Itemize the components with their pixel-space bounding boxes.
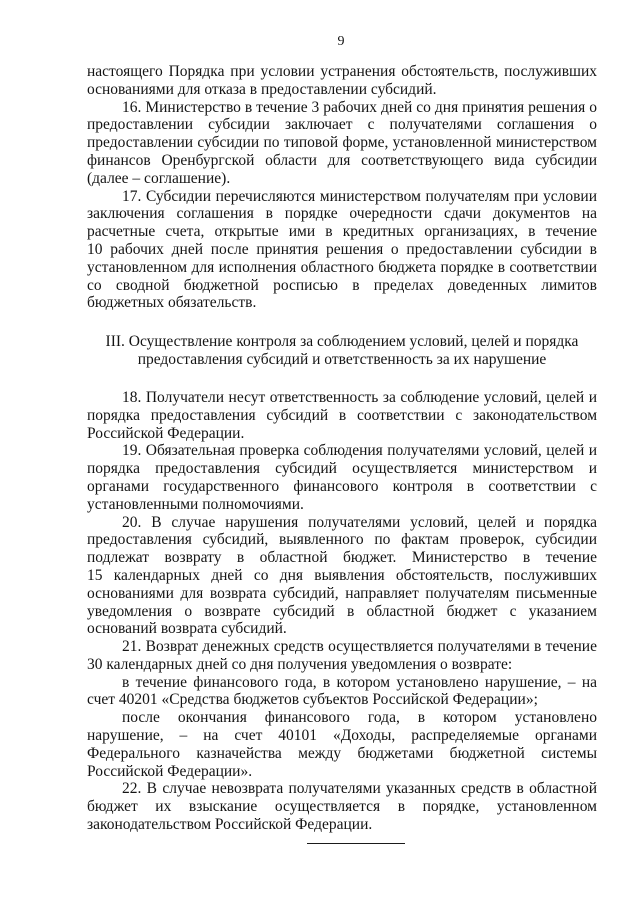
text-line: подлежат возврату в областной бюджет. Министерство в течение	[87, 549, 597, 567]
document-body	[87, 63, 597, 834]
text-line: 15 календарных дней со дня выявления обстоятельств, послуживших	[87, 566, 597, 584]
page-number: 9	[337, 34, 345, 49]
text-line: в течение финансового года, в котором установлено нарушение, – на	[122, 673, 597, 691]
text-line: 21. Возврат денежных средств осуществляется получателями в течение	[122, 638, 597, 656]
text-line: 10 рабочих дней после принятия решения о предоставлении субсидии в	[87, 240, 597, 258]
text-line: основаниями для отказа в предоставлении субсидий.	[87, 80, 437, 98]
paragraph-17	[87, 188, 597, 313]
text-line: порядка предоставления субсидий в соответствии с законодательством	[87, 406, 597, 424]
text-line: органами государственного финансового контроля в соответствии с	[87, 477, 597, 495]
text-line: (далее – соглашение).	[87, 169, 231, 187]
text-line: законодательством Российской Федерации.	[87, 816, 373, 834]
text-line: Российской Федерации.	[87, 424, 245, 442]
text-line: 16. Министерство в течение 3 рабочих дней со дня принятия решения о	[122, 98, 597, 116]
text-line: установленном для исполнения областного бюджета порядке в соответствии	[87, 258, 597, 276]
text-line: Российской Федерации».	[87, 762, 253, 780]
text-line: финансов Оренбургской области для соответствующего вида субсидии	[87, 151, 597, 169]
text-line: нарушение, – на счет 40101 «Доходы, распределяемые органами	[87, 727, 597, 745]
section-heading-line: предоставления субсидий и ответственность за их нарушение	[137, 350, 547, 368]
text-line: настоящего Порядка при условии устранения обстоятельств, послуживших	[87, 63, 597, 80]
text-line: заключения соглашения в порядке очередности сдачи документов на	[87, 205, 597, 223]
section-heading	[87, 333, 597, 369]
text-line: со сводной бюджетной росписью в пределах доведенных лимитов	[87, 276, 597, 294]
text-line: Федерального казначейства между бюджетами бюджетной системы	[87, 744, 597, 762]
closing-rule	[307, 843, 405, 844]
text-line: предоставления субсидий, выявленного по фактам проверок, субсидии	[87, 531, 597, 549]
text-line: уведомления о возврате субсидий в областной бюджет с указанием	[87, 602, 597, 620]
paragraph-16	[87, 99, 597, 188]
text-line: 20. В случае нарушения получателями условий, целей и порядка	[122, 513, 597, 531]
paragraph-20	[87, 514, 597, 639]
paragraph-18	[87, 389, 597, 442]
text-line: установленными полномочиями.	[87, 495, 304, 513]
text-line: бюджет их взыскание осуществляется в порядке, установленном	[87, 798, 597, 816]
paragraph-15-continuation	[87, 63, 597, 99]
paragraph-21	[87, 638, 597, 674]
text-line: предоставлении субсидии по типовой форме, установленной министерством	[87, 134, 597, 152]
text-line: 19. Обязательная проверка соблюдения получателями условий, целей и	[122, 442, 597, 460]
paragraph-21-clause-after-year	[87, 709, 597, 780]
text-line: бюджетных обязательств.	[87, 294, 257, 312]
text-line: 30 календарных дней со дня получения уведомления о возврате:	[87, 655, 513, 673]
text-line: 17. Субсидии перечисляются министерством получателям при условии	[122, 187, 597, 205]
paragraph-21-clause-current-year	[87, 674, 597, 710]
text-line: 18. Получатели несут ответственность за соблюдение условий, целей и	[122, 388, 597, 406]
text-line: оснований возврата субсидий.	[87, 620, 287, 638]
paragraph-22	[87, 780, 597, 833]
text-line: после окончания финансового года, в котором установлено	[122, 709, 597, 727]
text-line: основаниями для возврата субсидий, направляет получателям письменные	[87, 584, 597, 602]
text-line: 22. В случае невозврата получателями указанных средств в областной	[122, 780, 597, 798]
text-line: расчетные счета, открытые ими в кредитных организациях, в течение	[87, 223, 597, 241]
section-heading-line: III. Осуществление контроля за соблюдением условий, целей и порядка	[105, 332, 579, 350]
text-line: счет 40201 «Средства бюджетов субъектов Российской Федерации»;	[87, 691, 538, 709]
text-line: порядка предоставления субсидий осуществляется министерством и	[87, 460, 597, 478]
paragraph-19	[87, 442, 597, 513]
text-line: предоставлении субсидии заключает с получателями соглашения о	[87, 116, 597, 134]
